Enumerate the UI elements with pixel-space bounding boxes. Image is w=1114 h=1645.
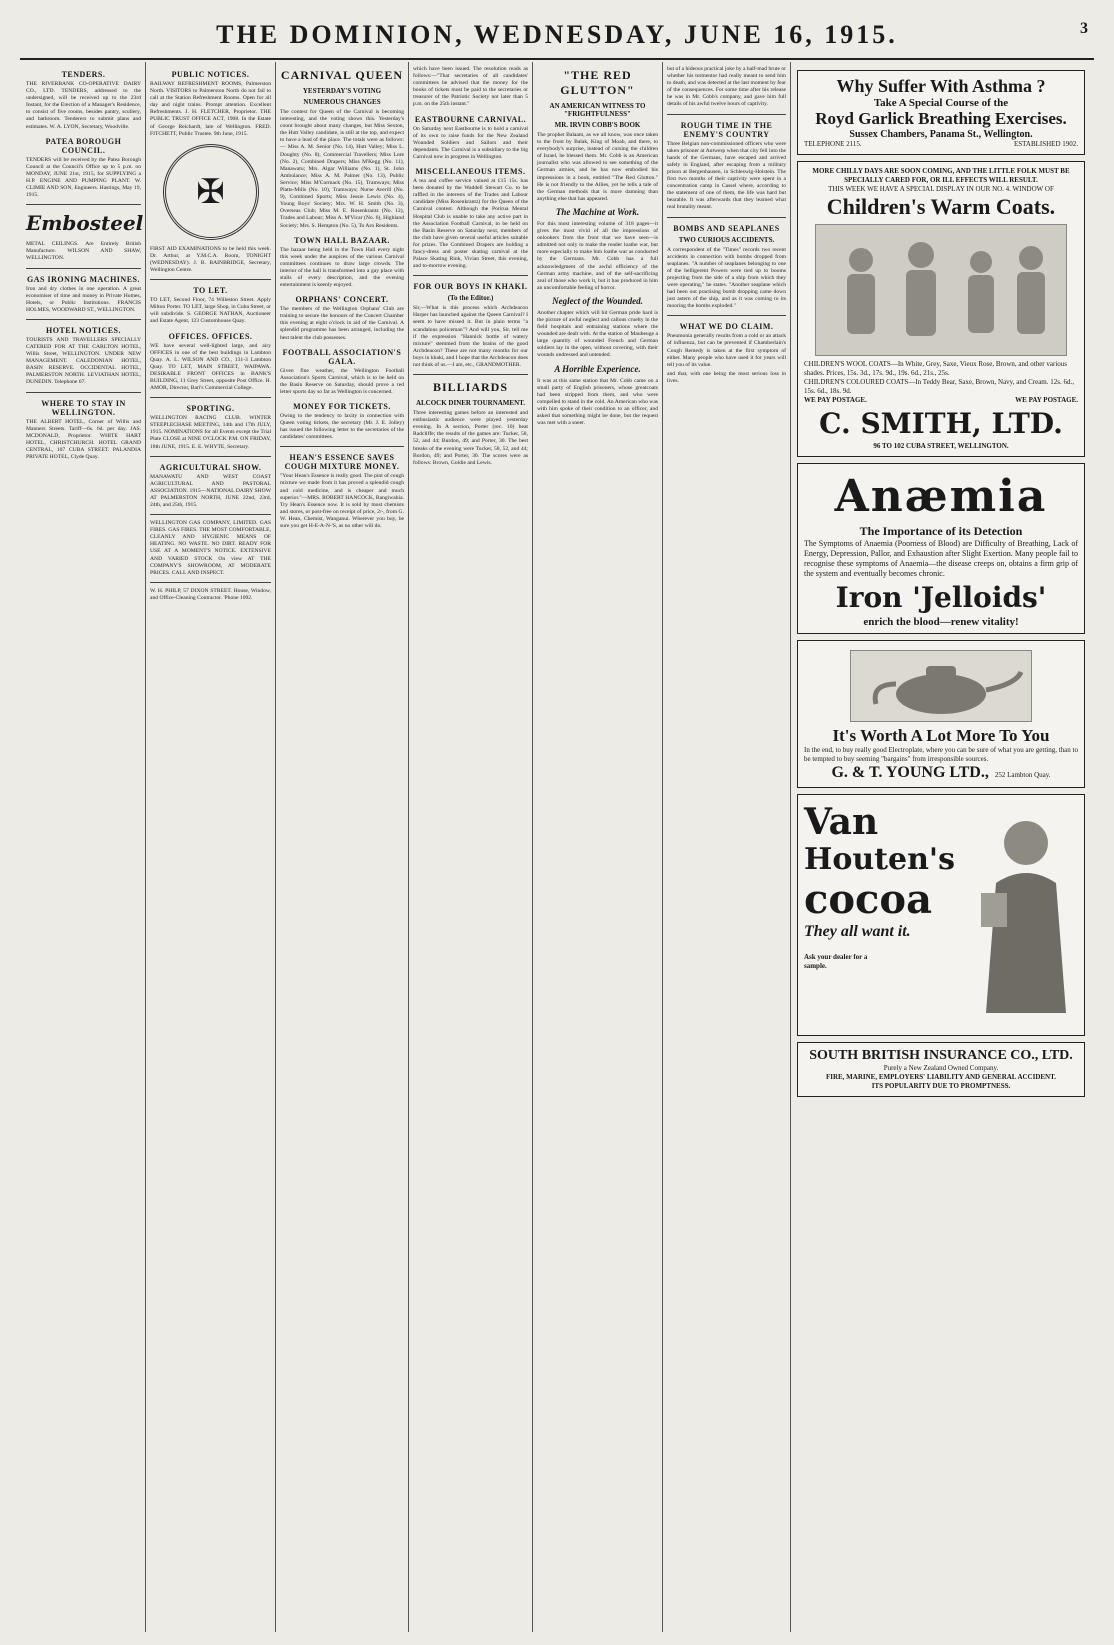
- patea-heading: PATEA BOROUGH COUNCIL.: [45, 136, 122, 155]
- masthead-title: THE DOMINION, WEDNESDAY, JUNE 16, 1915.: [216, 20, 898, 49]
- column-7-ads: [791, 62, 1091, 1632]
- philp-text: W. H. PHILP, 57 DIXON STREET. House, Window, and Office-Cleaning Contractor. 'Phone 1092.: [150, 587, 271, 601]
- column-2: [146, 62, 276, 1632]
- electroplate-address: 252 Lambton Quay.: [994, 771, 1051, 779]
- claim-heading: WHAT WE DO CLAIM.: [679, 322, 774, 332]
- misc-text: A tea and coffee service valued at £15 15s. has been donated by the Waddell Stewart Co. to be raffled in the interests of the Trades and Labour candidate (Miss Rosenkrantz) for the Queen of the Carnival contest. Although the Porirua Mental Hospital Club is unable to take any active part in the Association Football Carnival, to be held on the Basin Reserve on Saturday next, members of the club have given several useful articles suitable for prizes. The Combined Drapers are holding a fancy-dress and poster skating carnival at the Palace Skating Rink, Vivian Street, this evening, and to-morrow evening.: [413, 178, 528, 270]
- eastbourne-text: On Saturday next Eastbourne is to hold a carnival of its own to raise funds for the New Zealand Wounded Soldiers and Sailors and their dependants. The Carnival is a subsidiary to the big Carnival now in progress in Wellington.: [413, 125, 528, 160]
- anaemia-title: Anæmia: [834, 471, 1048, 522]
- cocoa-brand-3: cocoa: [804, 876, 932, 923]
- col6-footer: and that, with one being the most serious loss in lives.: [667, 370, 786, 384]
- asthma-sub: Take A Special Course of the: [873, 97, 1009, 109]
- lady-illustration-icon: [966, 803, 1076, 1013]
- money-heading: MONEY FOR TICKETS.: [293, 402, 391, 411]
- boys-text: Sir,—What is this process which Archdeacon Harper has launched against the Queen Carnival? I seem to have missed it. But in plain terms "a scandalous policeman"? And will you, Sir, tell me if the expression "Hannick bottle of watery mixture" stemmed from the brains of the good Archdeacon? These are not many months for our boys in khaki, and I hope that the Archdeacon does not think of us.—I am, etc., GRANDMOTHER.: [413, 305, 528, 368]
- st-john-ambulance-seal-icon: ✠: [163, 144, 259, 240]
- rough-time-heading: ROUGH TIME IN THE ENEMY'S COUNTRY: [680, 120, 773, 139]
- first-aid-text: FIRST AID EXAMINATIONS to be held this week. Dr. Arthur, at Y.M.C.A. Room, TONIGHT (WEDNESDAY). J. B. BAINBRIDGE, Secretary, Wellington Centre.: [150, 245, 271, 274]
- red-glutton-heading: "THE RED GLUTTON": [560, 68, 635, 97]
- to-let-heading: TO LET.: [193, 286, 228, 296]
- metal-ceilings-text: METAL CEILINGS. Are Entirely British Manufacture. WILSON AND SHAW, WELLINGTON.: [26, 241, 141, 262]
- column-3: [276, 62, 409, 1632]
- divider: [413, 374, 528, 375]
- column-6: [663, 62, 791, 1632]
- sporting-heading: SPORTING.: [186, 404, 235, 414]
- anaemia-ad: [797, 463, 1085, 634]
- coats-text1: CHILDREN'S WOOL COATS—In White, Grey, Saxe, Vieux Rose, Brown, and other various shades. Prices, 15s. 3d., 17s. 9d., 19s. 6d., 21s., 25s.: [804, 360, 1067, 377]
- bombs-text: A correspondent of the "Times" records two recent accidents in connection with bombs dropped from seaplanes. "A number of seaplanes belonging to one of the belligerent Powers were tied up to booms projecting from the side of a ship from which they were operating," he states. "Another seaplane which had been out practising bomb dropping came down just astern of the ship, and as it was coming to its mooring the bombs exploded.": [667, 246, 786, 310]
- sbi-text3: ITS POPULARITY DUE TO PROMPTNESS.: [871, 1082, 1011, 1090]
- neglect-text: Another chapter which will hit German pride hard is the picture of awful neglect and callous cruelty in the field hospitals and entraining stations where the wounded are dealt with. At the station of Maubeuge a large quantity of wounded French and German soldiers lay in the open, without covering, with their wounds undressed and untended.: [537, 309, 658, 359]
- town-hall-heading: TOWN HALL BAZAAR.: [294, 235, 390, 245]
- coats-text2: CHILDREN'S COLOURED COATS—In Teddy Bear, Saxe, Brown, Navy, and Cream. 12s. 6d., 15s. 6d., 18s. 9d.: [804, 378, 1074, 395]
- carnival-sub1: YESTERDAY'S VOTING: [302, 87, 382, 95]
- horrible-text: It was at this same station that Mr. Cobb came on a small party of English prisoners, whose greatcoats had been stripped from them, and who were compelled to stand in the cold. An American who was with him spoke of their condition to an officer, and asked that something might be done, but the request was met with a sneer.: [537, 377, 658, 427]
- carnival-text: The contest for Queen of the Carnival is becoming interesting, and the voting shows this. Yesterday's count brought about many changes, but Miss Sexton, the Hutt Valley candidate, is still at the top, and expect to have a lead of the place. The totals were as follows:— Miss A. M. Senior (No. 14), Hutt Valley; Miss L. Doughty (No. 8), Commercial Travellers; Miss Lore (No. 2), Combined Drapers; Miss M'Kegg (No. 11), Manawatu; Mrs. Algar Williams (No. 1), St. John Ambulance; Miss A. M. Palmer (No. 13), Public Service; Miss M'Cormack (No. 15), Tramways; Miss Platts-Mills (No. 10), Tramways; Nurse Averill (No. 9), Combined Sports; Miss Jessie Lewis (No. 4), Young Boys' Society; Mrs. W. H. Smith (No. 3), Overseas Club; Miss M. E. Rosenkrantz (No. 12), Trades and Labour; Miss A. M'Vicar (No. 6), Highland Society; Mrs. S. Hempton (No. 5), To Aro Residents.: [280, 109, 404, 229]
- divider: [413, 275, 528, 276]
- orphans-text: The members of the Wellington Orphans' Club are training to secure the honours of the Concert Chamber this evening at eight o'clock in aid of the Carnival. A splendid programme has been arranged, including the best talent the club possesses.: [280, 306, 404, 341]
- public-notices-heading: PUBLIC NOTICES.: [171, 70, 250, 79]
- electroplate-text: In the end, to buy really good Electroplate, where you can be sure of what you are getting, than to be tempted to buy seeming "bargains" from irresponsible sources.: [804, 746, 1078, 763]
- teapot-icon: [850, 650, 1032, 722]
- asthma-address: Sussex Chambers, Panama St., Wellington.: [849, 129, 1033, 140]
- horrible-heading: A Horrible Experience.: [554, 363, 641, 374]
- misc-heading: MISCELLANEOUS ITEMS.: [415, 167, 526, 177]
- where-to-stay-text: THE ALBERT HOTEL, Corner of Willis and Manners Streets. Tariff—6s. 6d. per day. JAS. MCDONALD, Proprietor. WHITE HART HOTEL, CHRISTCHURCH. HOTEL GRAND CENTRAL, 107 CUBA STREET. PALANDIA PRIVATE HOTEL, Clyde Quay.: [26, 418, 141, 460]
- eastbourne-heading: EASTBOURNE CARNIVAL.: [414, 114, 527, 124]
- coats-postage-right: WE PAY POSTAGE.: [1015, 396, 1078, 404]
- column-1: [22, 62, 146, 1632]
- divider: [667, 217, 786, 218]
- iron-jelloids-tag: enrich the blood—renew vitality!: [863, 616, 1019, 628]
- divider: [150, 582, 271, 583]
- van-houten-ad: [797, 794, 1085, 1036]
- town-hall-text: The bazaar being held in the Town Hall every night this week under the auspices of the various Carnival committees continues to draw large crowds. The interior of the hall is transformed into a gay place with stalls of every description, and the evening entertainment is keenly enjoyed.: [280, 246, 404, 289]
- gas-ironing-heading: GAS IRONING MACHINES.: [27, 274, 140, 284]
- carnival-queen-heading: CARNIVAL QUEEN: [280, 68, 404, 82]
- bombs-heading: BOMBS AND SEAPLANES: [673, 223, 780, 233]
- electroplate-firm: G. & T. YOUNG LTD.,: [831, 764, 989, 781]
- red-glutton-text: The prophet Balaam, as we all know, was once taken to the front by Balak, King of Moab, and there, to everybody's surprise, instead of cursing the children of Israel, he blessed them. Mr. Cobb is an American journalist who was allowed to see something of the German armies, and he has now embodied his impressions in a book, entitled "The Red Glutton." He is not friendly to the Allies, yet he tells a tale of the German methods that is more damning than anything else that has appeared.: [537, 132, 658, 202]
- south-british-ad: [797, 1042, 1085, 1097]
- electroplate-ad: [797, 640, 1085, 788]
- hotel-notices-text: TOURISTS AND TRAVELLERS SPECIALLY CATERED FOR AT THE CARLTON HOTEL, Willis Street, WELLINGTON. UNDER NEW MANAGEMENT. CALEDONIAN HOTEL, BASIN RESERVE. OCCIDENTAL HOTEL, PALMERSTON NORTH. LEVIATHAN HOTEL, DUNEDIN. Telephone 67.: [26, 336, 141, 386]
- gas-ironing-text: Iron and dry clothes in one operation. A great economiser of time and money in Private Homes, Hotels, or Public Institutions. FRANCIS HOLMES, WOODWARD ST., WELLINGTON.: [26, 285, 141, 313]
- coats-address: 96 TO 102 CUBA STREET, WELLINGTON.: [873, 442, 1009, 450]
- boys-heading: FOR OUR BOYS IN KHAKI.: [413, 282, 528, 292]
- divider: [150, 456, 271, 457]
- electroplate-title: It's Worth A Lot More To You: [832, 726, 1050, 745]
- red-glutton-sub2: MR. IRVIN COBB'S BOOK: [554, 121, 641, 129]
- sbi-text2: FIRE, MARINE, EMPLOYERS' LIABILITY AND GENERAL ACCIDENT.: [825, 1073, 1057, 1081]
- children-illustration-icon: [815, 224, 1067, 356]
- bombs-sub: TWO CURIOUS ACCIDENTS.: [678, 235, 775, 244]
- tenders-heading: TENDERS.: [61, 70, 106, 79]
- asthma-established: ESTABLISHED 1902.: [1014, 140, 1078, 148]
- boys-sub: (To the Editor.): [447, 294, 494, 303]
- hean-text: "Your Hean's Essence is really good. The pint of cough mixture we made from it has proved a splendid cough and cold medicine, and is cheaper and much superior."—MRS. ROBERT HANCOCK, Rangiwahia. Try Hean's Essence now. It is sold by most chemists and stores, or post-free on receipt of price, 2/-, from G. W. Hean, Chemist, Wanganui. Wherever you buy, be sure you get H-E-A-N-'S, as no other will do.: [280, 473, 404, 530]
- cocoa-brand-1: Van: [804, 801, 879, 843]
- cocoa-tagline: They all want it.: [804, 923, 911, 940]
- tenders-text: THE RIVERBANK CO-OPERATIVE DAIRY CO., LTD. TENDERS, addressed to the undersigned, will be received up to the 23rd Instant, for the Erection of a Manager's Residence, to consist of five rooms, besides pantry, scullery, and bathroom. Tenderers to submit plans and estimates. W. A. LYON, Secretary, Woodville.: [26, 81, 141, 130]
- carnival-sub2: NUMEROUS CHANGES: [303, 98, 381, 106]
- machine-text: For this most interesting volume of 318 pages—it gives the most vivid of all the impressions of onlookers from the front that we have seen—is admitted not only to make the reader loathe war, but more especially to make him loathe war as conducted by the Germans. Mr. Cobb has a full acknowledgment of the awful efficiency of the German army machine, and of the self-sacrificing zeal of those who work it, but it has produced in him an uncomfortable feeling of horror.: [537, 220, 658, 291]
- offices-heading: OFFICES. OFFICES.: [168, 331, 253, 341]
- sbi-text: Purely a New Zealand Owned Company.: [883, 1064, 999, 1072]
- sporting-text: WELLINGTON RACING CLUB. WINTER STEEPLECHASE MEETING, 14th and 17th JULY, 1915. NOMINATIONS for all Events except the Trial Plate CLOSE at NINE O'CLOCK P.M. ON FRIDAY, 18th JUNE, 1915. E. E. WHYTE, Secretary.: [150, 415, 271, 450]
- to-let-text: TO LET, Second Floor, 74 Willeston Street. Apply Milton Porter. TO LET, large Shop, in Cuba Street, or will subdivide. S. GEORGE NATHAN, Auctioneer and Estate Agent, 123 Customhouse Quay.: [150, 297, 271, 325]
- cocoa-brand-2: Houten's: [804, 842, 955, 877]
- childrens-coats-ad: [797, 161, 1085, 457]
- claim-text: Pneumonia generally results from a cold or an attack of influenza, but can be prevented if Chamberlain's Cough Remedy is taken at the first symptom of either. Many people who have used it for years will tell you of its value.: [667, 333, 786, 368]
- asthma-main: Royd Garlick Breathing Exercises.: [815, 109, 1067, 128]
- asthma-title: Why Suffer With Asthma ?: [836, 76, 1046, 96]
- anaemia-text: The Symptoms of Anaemia (Poorness of Blood) are Difficulty of Breathing, Lack of Energy, Depression, Pallor, and Exhaustion after Slight Exertion. Many people fail to recognise these symptoms of Anaemia—the disease creeps on, obtains a firm grip of the system and eventually becomes chronic.: [804, 539, 1078, 578]
- column-5: [533, 62, 663, 1632]
- coats-top: MORE CHILLY DAYS ARE SOON COMING, AND THE LITTLE FOLK MUST BE SPECIALLY CARED FOR, OR ILL EFFECTS WILL RESULT.: [812, 167, 1070, 184]
- public-notices-text: RAILWAY REFRESHMENT ROOMS, Palmerston North. VISITORS to Palmerston North do not fail to call at the Station Refreshment Rooms. Open for all day and night trains. Prompt attention. Excellent Refreshments. J. H. FLETCHER, Proprietor. THE PUBLIC TRUST OFFICE ACT, 1908. In the Estate of George Reichardt, late of Wellington. FRED. FITCHETT, Public Trustee. 9th June, 1915.: [150, 81, 271, 137]
- coats-week: THIS WEEK WE HAVE A SPECIAL DISPLAY IN OUR NO. 4. WINDOW OF: [828, 185, 1054, 193]
- coats-postage-left: WE PAY POSTAGE.: [804, 396, 867, 404]
- anaemia-sub: The Importance of its Detection: [859, 524, 1023, 538]
- billiards-sub: ALCOCK DINER TOURNAMENT.: [415, 399, 526, 408]
- divider: [26, 392, 141, 393]
- football-text: Given fine weather, the Wellington Football Association's Sports Carnival, which is to be held on the Basin Reserve on Saturday, should prove a red letter sports day so far as Wellington is concerned.: [280, 367, 404, 395]
- page-number: 3: [1080, 20, 1088, 37]
- rough-time-text: Three Belgian non-commissioned officers who were taken prisoner at Antwerp when that city fell into the hands of the Germans, have escaped and arrived safely in England, after escaping from a military prison at Bergenhausen, in Schleswig-Holstein. The first two months of their captivity were spent in a concentration camp in Cassel where, according to the statement of one of them, the life was hard but bearable. It was afterwards that they learned what real brutality meant.: [667, 140, 786, 211]
- asthma-telephone: TELEPHONE 2115.: [804, 140, 862, 148]
- divider: [150, 397, 271, 398]
- divider: [150, 279, 271, 280]
- money-text: Owing to the tendency to laxity in connection with Queen voting tickets, the secretary (Mr. J. E. Jolley) has issued the following letter to the secretaries of the candidates' committees.: [280, 413, 404, 441]
- coats-title: Children's Warm Coats.: [826, 194, 1056, 219]
- iron-jelloids-brand: Iron 'Jelloids': [835, 581, 1047, 614]
- col6-intro: but of a hideous practical joke by a half-mad brute or whether his tormentor had really meant to send him to death, and was detected at the last moment by fear of the consequences. For some time after his release he was in Mr. Cobb's company, and gave him full details of his awful twelve hours of captivity.: [667, 66, 786, 108]
- agricultural-text: MANAWATU AND WEST COAST AGRICULTURAL AND PASTORAL ASSOCIATION. 1915—NATIONAL DAIRY SHOW AT PALMERSTON NORTH, JUNE 22nd, 23rd, 24th, and 25th, 1915.: [150, 473, 271, 508]
- divider: [26, 204, 141, 205]
- cocoa-ask: Ask your dealer for a sample.: [804, 953, 868, 970]
- masthead: [20, 14, 1094, 60]
- embosteel-logo: Embosteel: [26, 211, 144, 236]
- patea-text: TENDERS will be received by the Patea Borough Council at the Council's Office up to 5 p.m. on MONDAY, JUNE 21st, 1915, for SUPPLYING a H.P. ENGINE AND PUMPING PLANT. W. CLIMIE AND SON, Engineers. Hastings, May 19, 1915.: [26, 156, 141, 199]
- offices-text: WE have several well-lighted large, and airy OFFICES in one of the best buildings in Lambton Quay. A. L. WILSON AND CO., 131-3 Lambton Quay. TO LET, MAIN STREET, WAIPAWA. DESIRABLE FRONT OFFICES in BANK'S BUILDING, 11 Grey Street, opposite Post Office. H. AMOR, Director, Bari's Commercial College.: [150, 342, 271, 392]
- football-heading: FOOTBALL ASSOCIATION'S GALA.: [282, 347, 402, 366]
- divider: [150, 514, 271, 515]
- hotel-notices-heading: HOTEL NOTICES.: [45, 325, 122, 335]
- divider: [667, 315, 786, 316]
- agricultural-heading: AGRICULTURAL SHOW.: [159, 462, 262, 472]
- billiards-text: Three interesting games before an interested and enthusiastic audience were played yesterday evening. In A section, Porter (rec. 10) beat Radcliffe; the results of the games are: Tucker, 58, 52, and 44; Burdon, 49; and Porter, 30. The best breaks of the evening were Tucker, 58, 52, and 44; Burdon, 49; and Porter, 30. The scores were as follows: Brown, Goldie and Lewis.: [413, 410, 528, 466]
- orphans-heading: ORPHANS' CONCERT.: [295, 295, 389, 305]
- column-4: [409, 62, 533, 1632]
- asthma-ad: [797, 70, 1085, 155]
- machine-heading: The Machine at Work.: [555, 206, 640, 217]
- divider: [280, 446, 404, 447]
- divider: [667, 114, 786, 115]
- divider: [26, 319, 141, 320]
- col4-intro: which have been issued. The resolution reads as follows:—"That secretaries of all candidates' committees be advised that the money for the books of tickets must be paid to the secretaries or treasurer of the Patriotic Society not later than 5 p.m. on the 25th instant.": [413, 66, 528, 108]
- where-to-stay-heading: WHERE TO STAY IN WELLINGTON.: [41, 398, 126, 417]
- sbi-title: SOUTH BRITISH INSURANCE CO., LTD.: [809, 1048, 1073, 1063]
- hean-heading: HEAN'S ESSENCE SAVES COUGH MIXTURE MONEY.: [284, 453, 400, 472]
- neglect-heading: Neglect of the Wounded.: [552, 295, 643, 306]
- gas-company-text: WELLINGTON GAS COMPANY, LIMITED. GAS FIRES. GAS FIRES. THE MOST COMFORTABLE, CLEANLY AND HYGIENIC MEANS OF HEATING. NO WASTE. NO DIRT. READY FOR USE AT A MOMENT'S NOTICE. EXTENSIVE AND VARIED STOCK On view AT THE COMPANY'S SHOWROOM, AT MODERATE PRICES. CALL AND INSPECT.: [150, 520, 271, 576]
- red-glutton-sub1: AN AMERICAN WITNESS TO "FRIGHTFULNESS": [549, 102, 646, 118]
- divider: [26, 268, 141, 269]
- billiards-heading: BILLIARDS: [432, 380, 509, 395]
- coats-firm: C. SMITH, LTD.: [819, 407, 1063, 440]
